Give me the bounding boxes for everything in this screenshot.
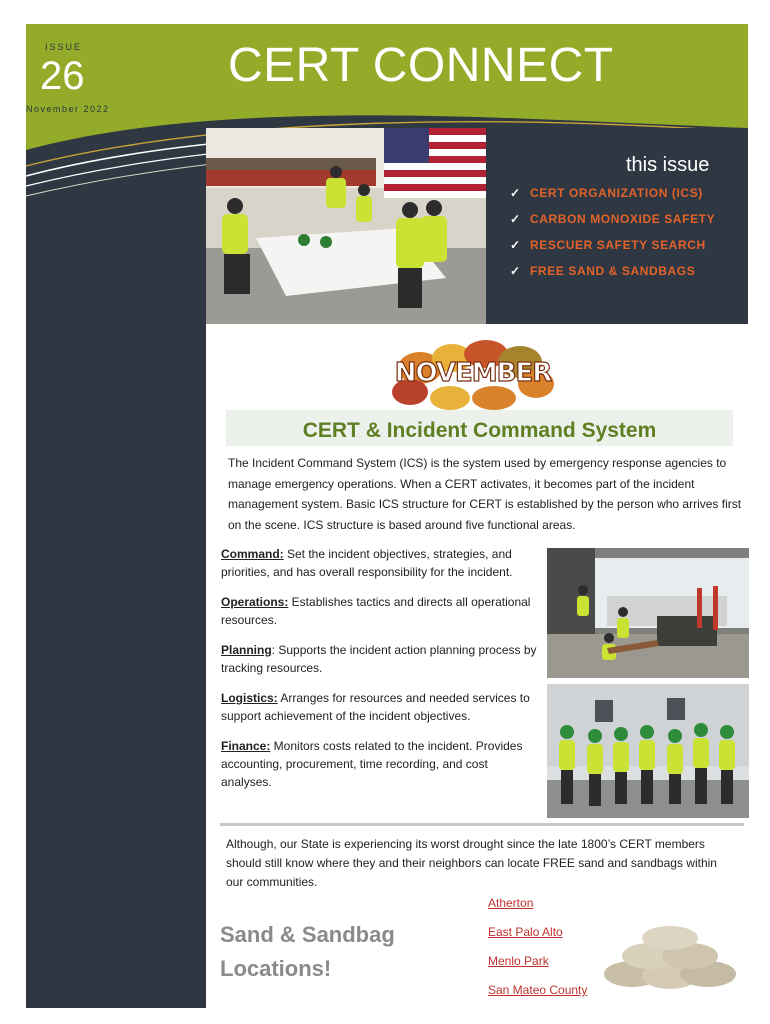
section-divider xyxy=(220,823,744,826)
sandbags-icon xyxy=(602,922,738,992)
toc-item: ✓ RESCUER SAFETY SEARCH xyxy=(510,238,706,252)
cert-training-photo xyxy=(206,128,486,324)
location-item xyxy=(488,983,587,1012)
link-east-palo-alto[interactable]: East Palo Alto xyxy=(488,925,563,939)
section-heading-box xyxy=(226,410,733,446)
sand-location-links xyxy=(488,896,587,1012)
link-atherton[interactable]: Atherton xyxy=(488,896,534,910)
sand-locations-title: Sand & Sandbag Locations! xyxy=(220,922,395,981)
location-item xyxy=(488,954,587,983)
functional-area: Finance: Monitors costs related to the incident. Provides accounting, procurement, time recording, and cost analyses. xyxy=(221,739,523,789)
toc-item: ✓ FREE SAND & SANDBAGS xyxy=(510,264,696,278)
toc-item: ✓ CERT ORGANIZATION (ICS) xyxy=(510,186,703,200)
issue-label: ISSUE xyxy=(45,42,83,52)
november-banner xyxy=(390,338,556,412)
issue-date: November 2022 xyxy=(26,104,110,114)
newsletter-title: CERT CONNECT xyxy=(228,39,614,92)
check-icon: ✓ xyxy=(510,186,521,200)
issue-number: 26 xyxy=(40,54,85,98)
ics-intro-paragraph: The Incident Command System (ICS) is the system used by emergency response agencies to manage emergency operations. When a CERT activates, it becomes part of the incident management system. Basic ICS structure for CERT is established by the person who arrives first on the scene. ICS structure is based around five functional areas. xyxy=(228,456,742,532)
location-item xyxy=(488,925,587,954)
section-title: CERT & Incident Command System xyxy=(302,419,657,442)
functional-areas-list xyxy=(221,545,541,803)
check-icon: ✓ xyxy=(510,212,521,226)
november-banner-text: NOVEMBER xyxy=(394,358,552,388)
cert-group-photo xyxy=(547,684,749,818)
left-sidebar-column xyxy=(26,150,206,1008)
functional-area: Command: Set the incident objectives, strategies, and priorities, and has overall responsibility for the incident. xyxy=(221,547,513,579)
american-flag xyxy=(384,128,486,198)
rescue-exercise-photo xyxy=(547,548,749,678)
toc-item: ✓ CARBON MONOXIDE SAFETY xyxy=(510,212,716,226)
link-menlo-park[interactable]: Menlo Park xyxy=(488,954,549,968)
functional-area: Operations: Establishes tactics and directs all operational resources. xyxy=(221,595,531,627)
table-of-contents xyxy=(510,186,715,290)
this-issue-heading: this issue xyxy=(626,154,710,176)
sand-intro-paragraph: Although, our State is experiencing its worst drought since the late 1800’s CERT members should still know where they and their neighbors can locate FREE sand and sandbags within our communities. xyxy=(226,837,717,889)
location-item xyxy=(488,896,587,925)
functional-area: Logistics: Arranges for resources and needed services to support achievement of the incident objectives. xyxy=(221,691,530,723)
link-san-mateo-county[interactable]: San Mateo County xyxy=(488,983,588,997)
check-icon: ✓ xyxy=(510,264,521,278)
functional-area: Planning: Supports the incident action planning process by tracking resources. xyxy=(221,643,537,675)
check-icon: ✓ xyxy=(510,238,521,252)
